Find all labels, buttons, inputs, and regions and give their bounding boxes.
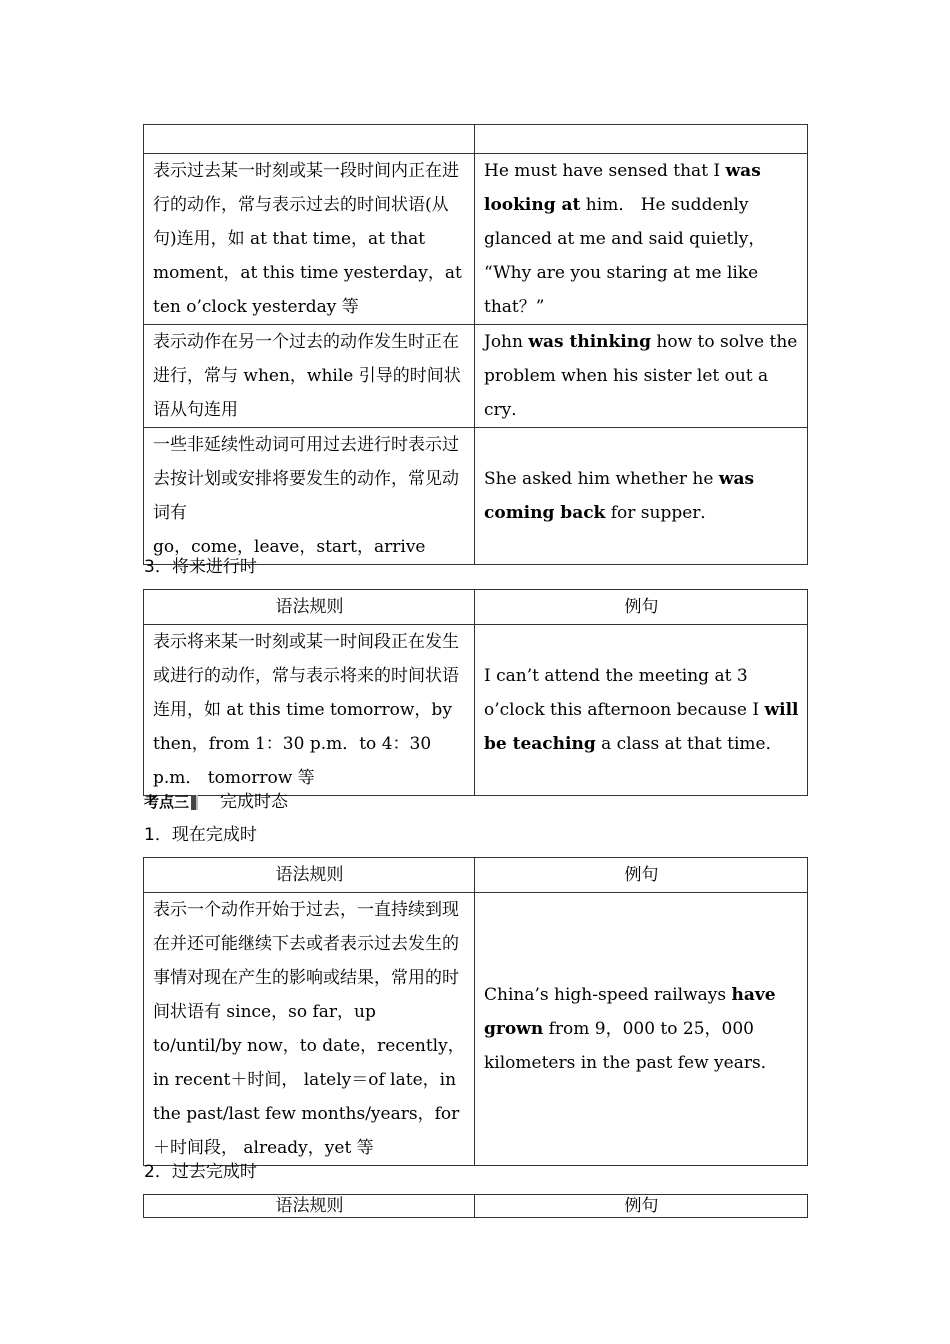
example-cell xyxy=(475,325,808,428)
column-header-example: 例句 xyxy=(475,590,808,625)
example-bold: was thinking xyxy=(528,332,652,352)
example-cell xyxy=(475,154,808,325)
example-text: for supper． xyxy=(605,503,718,523)
example-cell xyxy=(475,893,808,1166)
table-row xyxy=(144,428,808,565)
example-text: him． He suddenly glanced at me and said quietly， “Why are you staring at me like that？” xyxy=(484,195,766,317)
bar-marker-icon xyxy=(191,795,198,810)
rule-cell: 表示动作在另一个过去的动作发生时正在进行，常与 when，while 引导的时间状语从句连用 xyxy=(144,325,475,428)
example-cell xyxy=(475,428,808,565)
example-text: a class at that time． xyxy=(595,734,783,754)
example-text: how to solve the problem when his sister let out a cry． xyxy=(484,332,798,420)
example-cell xyxy=(475,625,808,796)
example-bold: was coming back xyxy=(484,469,755,523)
table-header-row xyxy=(144,858,808,893)
example-text: China’s high-speed railways xyxy=(484,985,732,1005)
column-header-example: 例句 xyxy=(475,1195,808,1218)
past-perfect-table xyxy=(143,1194,808,1218)
kaodian-tag: 考点三 xyxy=(144,793,190,811)
present-perfect-table xyxy=(143,857,808,1166)
column-header-rule: 语法规则 xyxy=(144,590,475,625)
rule-cell: 表示一个动作开始于过去，一直持续到现在并还可能继续下去或者表示过去发生的事情对现在产生的影响或结果，常用的时间状语有 since，so far，up to/until/by now，to date，recently，in recent＋时间， lately＝of late，in the past/last few months/years，for＋时间段， already，yet 等 xyxy=(144,893,475,1166)
example-text: from 9，000 to 25，000 kilometers in the past few years． xyxy=(484,1019,778,1073)
example-text: He must have sensed that I xyxy=(484,161,726,181)
example-bold: have grown xyxy=(484,985,776,1039)
table-row xyxy=(144,154,808,325)
table-header-row xyxy=(144,590,808,625)
rule-cell: 表示将来某一时刻或某一时间段正在发生或进行的动作，常与表示将来的时间状语连用，如 at this time tomorrow，by then，from 1：30 p.m．to 4：30 p.m． tomorrow 等 xyxy=(144,625,475,796)
table-cell-empty xyxy=(144,125,475,154)
rule-cell xyxy=(144,428,475,565)
table-header-row xyxy=(144,1195,808,1218)
column-header-example: 例句 xyxy=(475,858,808,893)
future-continuous-table xyxy=(143,589,808,796)
example-bold: will be teaching xyxy=(484,700,799,754)
section-heading-present-perfect: 1．现在完成时 xyxy=(144,825,257,845)
column-header-rule: 语法规则 xyxy=(144,858,475,893)
example-bold: was looking at xyxy=(484,161,761,215)
section-heading-future-continuous: 3．将来进行时 xyxy=(144,557,257,577)
table-cell-empty xyxy=(475,125,808,154)
example-text: John xyxy=(484,332,529,352)
example-text: She asked him whether he xyxy=(484,469,719,489)
rule-text: 一些非延续性动词可用过去进行时表示过去按计划或安排将要发生的动作，常见动词有 xyxy=(153,435,459,523)
rule-cell: 表示过去某一时刻或某一段时间内正在进行的动作，常与表示过去的时间状语(从句)连用，如 at that time，at that moment，at this time yesterday，at ten o’clock yesterday 等 xyxy=(144,154,475,325)
table-row xyxy=(144,893,808,1166)
past-continuous-table xyxy=(143,124,808,565)
kaodian-heading xyxy=(144,790,288,814)
table-row xyxy=(144,325,808,428)
table-row xyxy=(144,125,808,154)
rule-verbs: go，come，leave，start，arrive xyxy=(153,537,426,557)
table-row xyxy=(144,625,808,796)
column-header-rule: 语法规则 xyxy=(144,1195,475,1218)
section-heading-past-perfect: 2．过去完成时 xyxy=(144,1162,257,1182)
example-text: I can’t attend the meeting at 3 o’clock this afternoon because I xyxy=(484,666,765,720)
kaodian-title: 完成时态 xyxy=(220,792,289,812)
